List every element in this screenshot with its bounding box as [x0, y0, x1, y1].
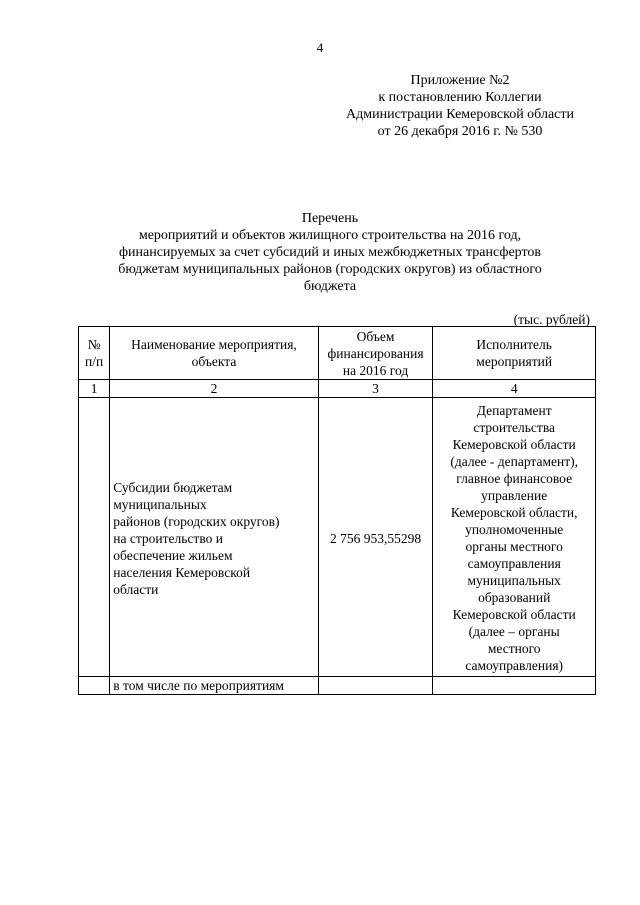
title-line: мероприятий и объектов жилищного строительства на 2016 год,: [138, 228, 522, 243]
header-volume-line: Объем: [356, 328, 395, 344]
name-line: населения Кемеровской: [113, 564, 251, 580]
table-header-row: [79, 327, 596, 380]
header-volume-line: финансирования: [327, 345, 424, 361]
header-num: [79, 327, 110, 380]
index-cell: 1: [79, 380, 110, 398]
executor-line: самоуправления: [467, 556, 561, 571]
executor-line: органы местного: [465, 539, 563, 554]
appendix-block: [330, 72, 590, 140]
name-line: районов (городских округов): [113, 513, 280, 529]
name-line: на строительство и: [113, 530, 223, 546]
row-num-cell: [79, 677, 110, 695]
executor-line: строительства: [473, 420, 556, 435]
row-num-cell: [79, 398, 110, 677]
units-label: (тыс. рублей): [513, 312, 590, 327]
executor-line: муниципальных: [467, 573, 561, 588]
row-name-cell: в том числе по мероприятиям: [110, 677, 318, 695]
header-executor: [433, 327, 596, 380]
table-index-row: [79, 380, 596, 398]
appendix-line: Приложение №2: [410, 73, 510, 88]
executor-line: управление: [481, 488, 548, 503]
executor-line: уполномоченные: [465, 522, 564, 537]
appendix-line: от 26 декабря 2016 г. № 530: [377, 124, 543, 139]
executor-line: (далее – органы: [468, 624, 560, 639]
index-cell: 3: [318, 380, 433, 398]
executor-line: Кемеровской области,: [450, 505, 578, 520]
executor-line: Департамент: [476, 403, 552, 418]
executor-line: местного: [487, 641, 541, 656]
row-name-cell: [110, 398, 318, 677]
header-num-line: №: [87, 337, 101, 352]
header-executor-line: мероприятий: [476, 354, 553, 369]
executor-line: Кемеровской области: [452, 437, 576, 452]
header-num-line: п/п: [85, 354, 104, 369]
header-volume: [318, 327, 433, 380]
appendix-line: к постановлению Коллегии: [378, 90, 542, 105]
executor-line: образований: [478, 590, 551, 605]
title-line: бюджета: [303, 279, 357, 294]
row-executor-cell: [433, 677, 596, 695]
row-volume-cell: 2 756 953,55298: [318, 398, 433, 677]
header-name-line: Наименование мероприятия,: [131, 337, 297, 352]
name-line: Субсидии бюджетам: [113, 479, 233, 495]
index-cell: 2: [110, 380, 318, 398]
executor-line: (далее - департамент),: [450, 454, 579, 469]
header-name-line: объекта: [191, 354, 237, 369]
row-volume-cell: [318, 677, 433, 695]
name-line: муниципальных: [113, 496, 207, 512]
header-volume-line: на 2016 год: [342, 362, 409, 378]
title-line: бюджетам муниципальных районов (городских округов) из областного: [118, 262, 542, 277]
name-line: обеспечение жильем: [113, 547, 233, 563]
title-line: Перечень: [301, 211, 359, 226]
appendix-line: Администрации Кемеровской области: [346, 107, 574, 122]
header-executor-line: Исполнитель: [476, 337, 552, 352]
measures-table: [78, 326, 596, 695]
executor-line: главное финансовое: [456, 471, 573, 486]
table-row: [79, 677, 596, 695]
index-cell: 4: [433, 380, 596, 398]
name-line: области: [113, 581, 159, 597]
executor-line: самоуправления): [465, 658, 564, 673]
page-number: 4: [316, 40, 324, 55]
title-line: финансируемых за счет субсидий и иных межбюджетных трансфертов: [118, 245, 542, 260]
document-title: [90, 210, 570, 295]
header-name: [110, 327, 318, 380]
row-executor-cell: [433, 398, 596, 677]
executor-line: Кемеровской области: [452, 607, 576, 622]
table-row: [79, 398, 596, 677]
